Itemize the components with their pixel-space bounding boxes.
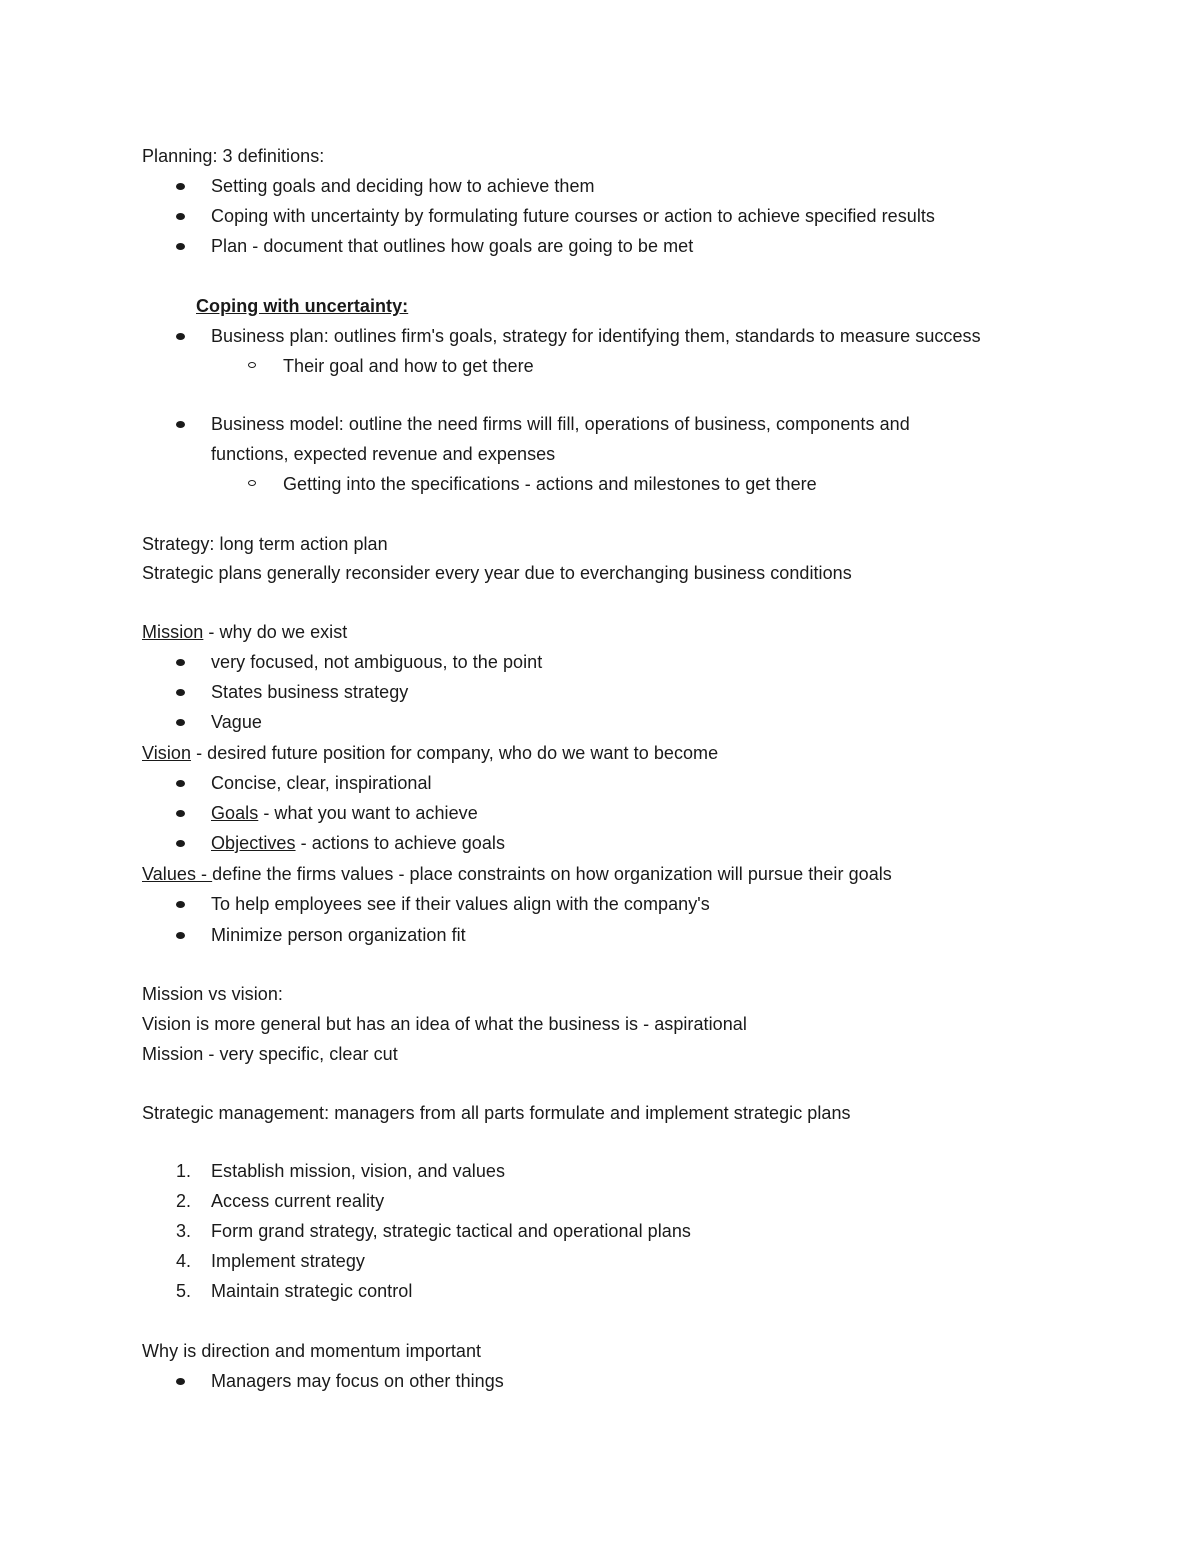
bullet-item [211,832,505,854]
bullet-text: - actions to achieve goals [295,833,506,853]
numbered-item: Form grand strategy, strategic tactical and operational plans [211,1221,691,1241]
bullet-icon [176,659,185,666]
list-number: 5. [176,1281,192,1301]
bullet-item: Managers may focus on other things [211,1371,504,1391]
bullet-icon [176,810,185,817]
bullet-icon [176,780,185,787]
bullet-icon [176,689,185,696]
definition-term: Values - [142,864,213,884]
paragraph-line: Planning: 3 definitions: [142,146,325,166]
paragraph-line: Strategic management: managers from all parts formulate and implement strategic plans [142,1103,851,1123]
section-heading [196,295,408,317]
bullet-term: Objectives [211,833,296,853]
bullet-item: Setting goals and deciding how to achieve them [211,176,595,196]
definition-line [142,742,718,764]
bullet-item: Vague [211,712,262,732]
paragraph-line: Strategic plans generally reconsider every year due to everchanging business conditions [142,563,852,583]
definition-term: Mission [142,622,204,642]
hollow-bullet-icon [248,362,256,368]
definition-text: - why do we exist [203,622,348,642]
bullet-continuation: functions, expected revenue and expenses [211,444,556,464]
bullet-item: very focused, not ambiguous, to the point [211,652,543,672]
numbered-item: Access current reality [211,1191,385,1211]
bullet-icon [176,243,185,250]
bullet-item [211,802,478,824]
definition-text: define the firms values - place constraints on how organization will pursue their goals [212,864,892,884]
bullet-item: Plan - document that outlines how goals are going to be met [211,236,694,256]
bullet-icon [176,333,185,340]
bullet-item: Business model: outline the need firms will fill, operations of business, components and [211,414,910,434]
bullet-item: To help employees see if their values align with the company's [211,894,710,914]
bullet-item: Coping with uncertainty by formulating future courses or action to achieve specified results [211,206,935,226]
paragraph-line: Mission vs vision: [142,984,283,1004]
bullet-icon [176,1378,185,1385]
numbered-item: Implement strategy [211,1251,365,1271]
paragraph-line: Vision is more general but has an idea of what the business is - aspirational [142,1014,747,1034]
definition-line [142,621,347,643]
bullet-icon [176,901,185,908]
bullet-icon [176,183,185,190]
definition-text: - desired future position for company, who do we want to become [191,743,719,763]
numbered-item: Maintain strategic control [211,1281,413,1301]
numbered-item: Establish mission, vision, and values [211,1161,505,1181]
list-number: 4. [176,1251,192,1271]
paragraph-line: Mission - very specific, clear cut [142,1044,398,1064]
paragraph-line: Strategy: long term action plan [142,534,388,554]
hollow-bullet-icon [248,480,256,486]
bullet-icon [176,213,185,220]
bullet-icon [176,719,185,726]
bullet-term: Goals [211,803,259,823]
section-heading-text: Coping with uncertainty: [196,296,409,316]
bullet-icon [176,840,185,847]
definition-term: Vision [142,743,192,763]
bullet-text: - what you want to achieve [258,803,478,823]
paragraph-line: Why is direction and momentum important [142,1341,482,1361]
sub-bullet-item: Getting into the specifications - actions and milestones to get there [283,474,817,494]
bullet-item: Minimize person organization fit [211,925,466,945]
list-number: 2. [176,1191,192,1211]
bullet-item: Concise, clear, inspirational [211,773,432,793]
bullet-icon [176,421,185,428]
list-number: 3. [176,1221,192,1241]
bullet-item: Business plan: outlines firm's goals, strategy for identifying them, standards to measure success [211,326,981,346]
bullet-item: States business strategy [211,682,409,702]
list-number: 1. [176,1161,192,1181]
sub-bullet-item: Their goal and how to get there [283,356,534,376]
bullet-icon [176,932,185,939]
definition-line [142,863,892,885]
